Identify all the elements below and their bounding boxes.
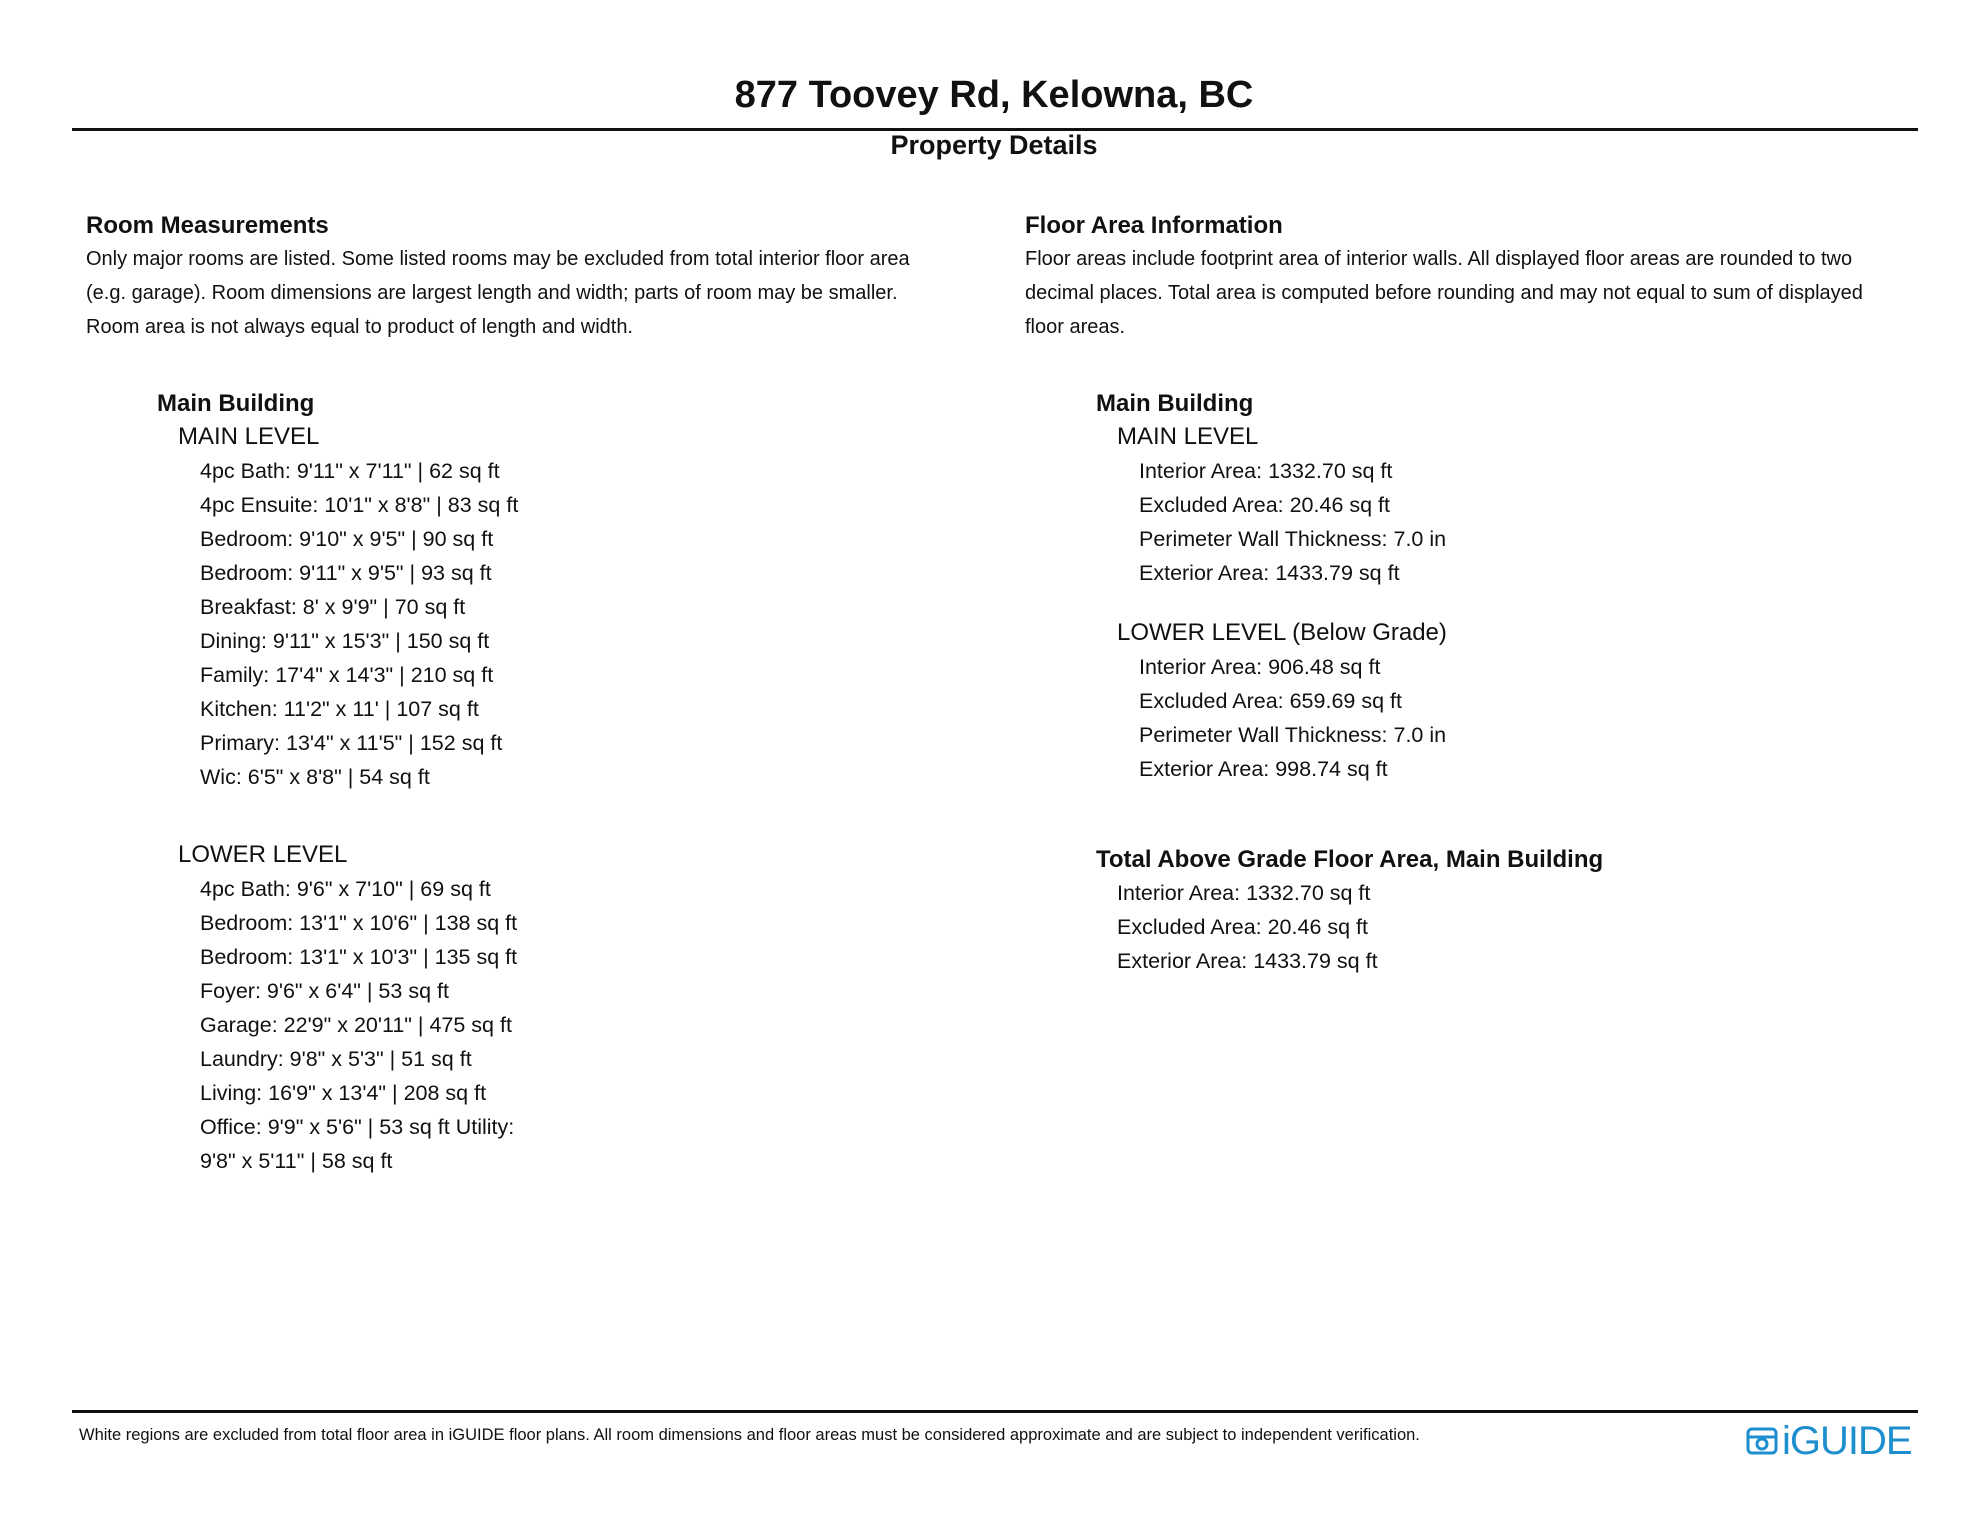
floor-area-heading: Floor Area Information — [1025, 212, 1283, 239]
room-measurements-section — [86, 210, 986, 344]
building-heading: Main Building — [157, 390, 315, 417]
room-item: Office: 9'9" x 5'6" | 53 sq ft Utility: — [200, 1115, 515, 1139]
area-item: Perimeter Wall Thickness: 7.0 in — [1139, 527, 1447, 551]
room-item: Breakfast: 8' x 9'9" | 70 sq ft — [200, 595, 466, 619]
total-area-list — [1096, 876, 1656, 978]
room-item: Primary: 13'4" x 11'5" | 152 sq ft — [200, 731, 503, 755]
footer-divider — [72, 1410, 1918, 1413]
room-item: Dining: 9'11" x 15'3" | 150 sq ft — [200, 629, 490, 653]
area-item: Excluded Area: 20.46 sq ft — [1117, 915, 1368, 939]
page-title: 877 Toovey Rd, Kelowna, BC — [734, 74, 1254, 116]
description-line: Only major rooms are listed. Some listed rooms may be excluded from total interior floor area — [86, 248, 910, 270]
description-line: floor areas. — [1025, 316, 1126, 338]
room-item: 4pc Bath: 9'11" x 7'11" | 62 sq ft — [200, 459, 500, 483]
floor-area-description — [1025, 242, 1925, 344]
room-item: Laundry: 9'8" x 5'3" | 51 sq ft — [200, 1047, 472, 1071]
room-item: Bedroom: 13'1" x 10'6" | 138 sq ft — [200, 911, 518, 935]
page-subtitle: Property Details — [890, 130, 1098, 160]
floor-area-section — [1025, 210, 1925, 344]
lower-level-room-list — [157, 872, 542, 1178]
room-item: Living: 16'9" x 13'4" | 208 sq ft — [200, 1081, 487, 1105]
level-heading-lower: LOWER LEVEL (Below Grade) — [1117, 619, 1447, 646]
room-measurements-heading: Room Measurements — [86, 212, 329, 239]
description-line: Floor areas include footprint area of interior walls. All displayed floor areas are rounded to two — [1025, 248, 1853, 270]
main-level-area-list — [1096, 454, 1656, 590]
area-item: Exterior Area: 1433.79 sq ft — [1139, 561, 1400, 585]
room-item: Garage: 22'9" x 20'11" | 475 sq ft — [200, 1013, 512, 1037]
lower-level-area-list — [1096, 650, 1656, 786]
room-item: Foyer: 9'6" x 6'4" | 53 sq ft — [200, 979, 449, 1003]
level-heading-lower: LOWER LEVEL — [178, 841, 348, 868]
area-item: Exterior Area: 1433.79 sq ft — [1117, 949, 1378, 973]
room-list-main-building — [157, 388, 717, 1178]
total-area-heading: Total Above Grade Floor Area, Main Building — [1096, 846, 1604, 873]
room-measurements-description — [86, 242, 986, 344]
room-item: 4pc Ensuite: 10'1" x 8'8" | 83 sq ft — [200, 493, 519, 517]
area-item: Excluded Area: 20.46 sq ft — [1139, 493, 1390, 517]
building-heading: Main Building — [1096, 390, 1254, 417]
iguide-logo — [1746, 1420, 1912, 1462]
room-item: Bedroom: 9'11" x 9'5" | 93 sq ft — [200, 561, 492, 585]
level-heading-main: MAIN LEVEL — [1117, 423, 1259, 450]
area-item: Interior Area: 906.48 sq ft — [1139, 655, 1381, 679]
floor-area-main-building — [1096, 388, 1656, 978]
description-line: decimal places. Total area is computed before rounding and may not equal to sum of displayed — [1025, 282, 1863, 304]
room-item: Family: 17'4" x 14'3" | 210 sq ft — [200, 663, 494, 687]
description-line: Room area is not always equal to product of length and width. — [86, 316, 633, 338]
area-item: Interior Area: 1332.70 sq ft — [1117, 881, 1371, 905]
footer-disclaimer: White regions are excluded from total floor area in iGUIDE floor plans. All room dimensions and floor areas must be considered approximate and are subject to independent verification. — [79, 1426, 1420, 1444]
main-level-room-list — [157, 454, 717, 794]
room-item: Kitchen: 11'2" x 11' | 107 sq ft — [200, 697, 479, 721]
room-item: 9'8" x 5'11" | 58 sq ft — [200, 1149, 393, 1173]
room-item: Wic: 6'5" x 8'8" | 54 sq ft — [200, 765, 430, 789]
logo-text: iGUIDE — [1782, 1419, 1912, 1463]
room-item: Bedroom: 13'1" x 10'3" | 135 sq ft — [200, 945, 518, 969]
camera-icon — [1746, 1425, 1778, 1457]
area-item: Exterior Area: 998.74 sq ft — [1139, 757, 1388, 781]
area-item: Excluded Area: 659.69 sq ft — [1139, 689, 1402, 713]
room-item: Bedroom: 9'10" x 9'5" | 90 sq ft — [200, 527, 494, 551]
level-heading-main: MAIN LEVEL — [178, 423, 320, 450]
area-item: Perimeter Wall Thickness: 7.0 in — [1139, 723, 1447, 747]
description-line: (e.g. garage). Room dimensions are largest length and width; parts of room may be smaller. — [86, 282, 898, 304]
room-item: 4pc Bath: 9'6" x 7'10" | 69 sq ft — [200, 877, 491, 901]
area-item: Interior Area: 1332.70 sq ft — [1139, 459, 1393, 483]
